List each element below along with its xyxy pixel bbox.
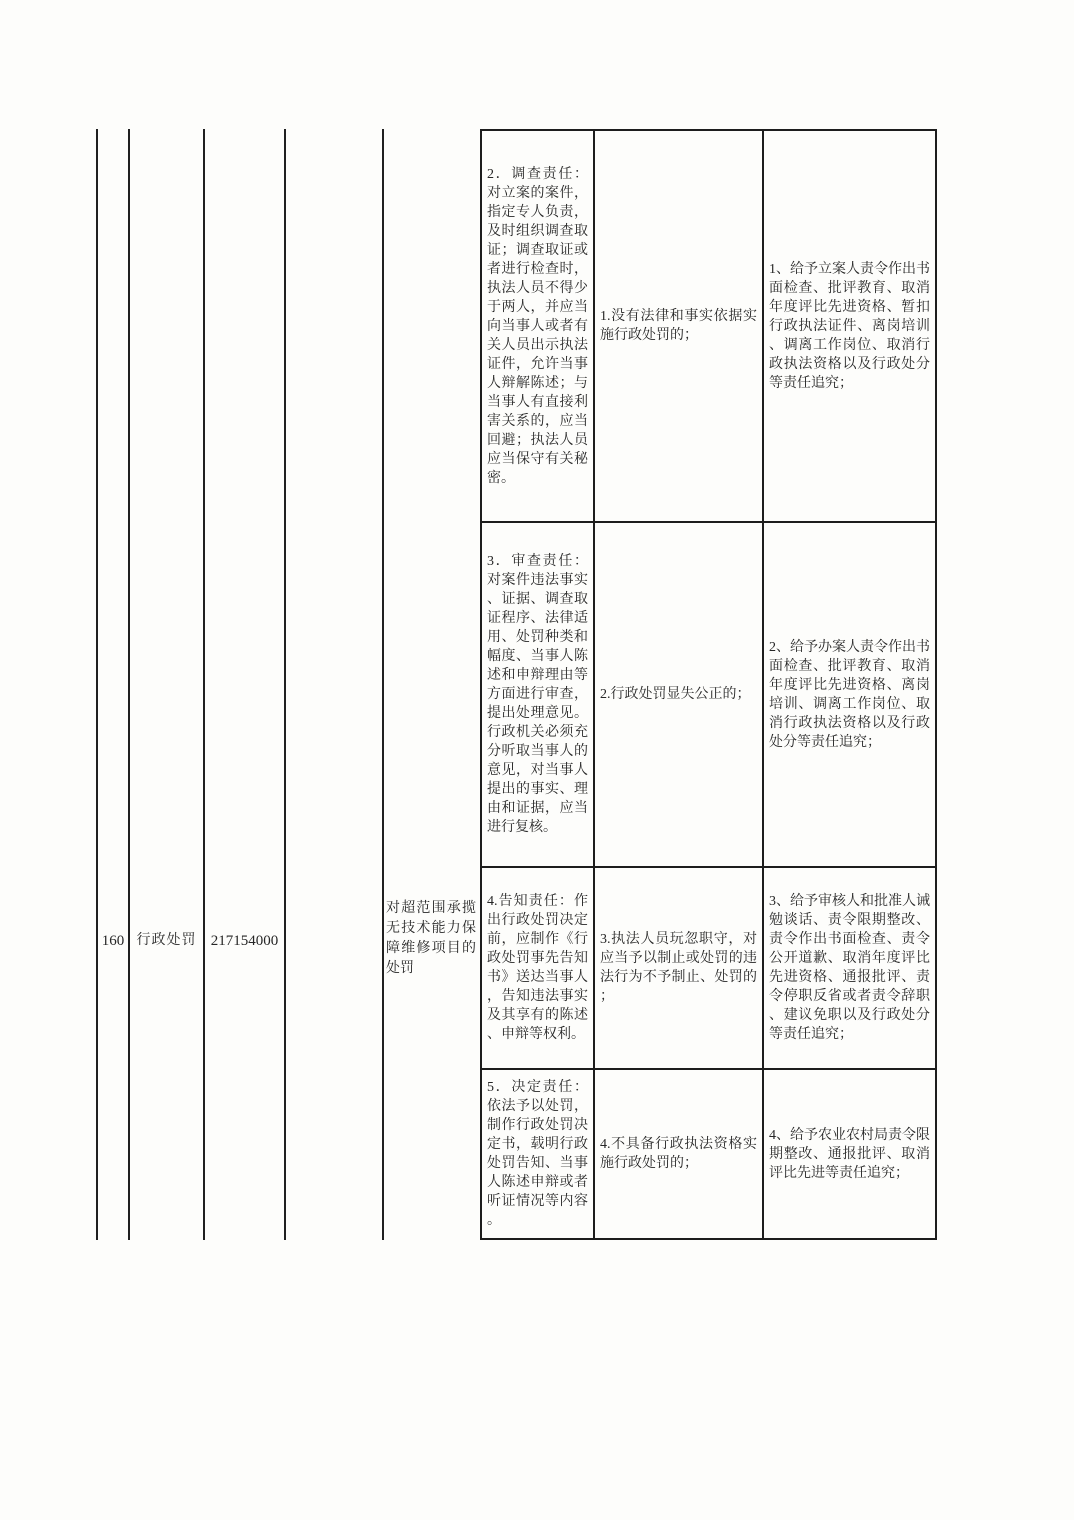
accountability-cell-1: 1、给予立案人责令作出书面检查、批评教育、取消年度评比先进资格、暂扣行政执法证件、离岗培训、调离工作岗位、取消行政执法资格以及行政处分等责任追究；: [764, 131, 935, 523]
accountability-cell-2: 2、给予办案人责令作出书面检查、批评教育、取消年度评比先进资格、离岗培训、调离工作岗位、取消行政执法资格以及行政处分等责任追究；: [764, 523, 935, 868]
violation-cell-4: 4.不具备行政执法资格实施行政处罚的；: [595, 1070, 764, 1238]
power-type-cell: 行政处罚: [136, 933, 197, 948]
violation-cell-3: 3.执法人员玩忽职守，对应当予以制止或处罚的违法行为不予制止、处罚的；: [595, 868, 764, 1070]
power-item-cell: 对超范围承揽无技术能力保障维修项目的处罚: [386, 901, 476, 976]
column-rule: [96, 129, 98, 1240]
column-rule: [284, 129, 286, 1240]
serial-number-cell: 160: [101, 933, 125, 949]
violation-cell-2: 2.行政处罚显失公正的；: [595, 523, 764, 868]
power-code-cell: 217154000: [210, 933, 279, 949]
duty-cell-notification: 4.告知责任：作出行政处罚决定前，应制作《行政处罚事先告知书》送达当事人，告知违法事实及其享有的陈述、申辩等权利。: [482, 868, 595, 1070]
duty-cell-investigation: 2．调查责任：对立案的案件，指定专人负责，及时组织调查取证；调查取证或者进行检查时，执法人员不得少于两人，并应当向当事人或者有关人员出示执法证件，允许当事人辩解陈述；与当事人有直接利害关系的，应当回避；执法人员应当保守有关秘密。: [482, 131, 595, 523]
responsibility-matrix: [480, 129, 937, 1240]
column-rule: [128, 129, 130, 1240]
accountability-cell-4: 4、给予农业农村局责令限期整改、通报批评、取消评比先进等责任追究；: [769, 1127, 930, 1181]
duty-cell-review: 3．审查责任：对案件违法事实、证据、调查取证程序、法律适用、处罚种类和幅度、当事人陈述和申辩理由等方面进行审查，提出处理意见。行政机关必须充分听取当事人的意见，对当事人提出的事实、理由和证据，应当进行复核。: [482, 523, 595, 868]
violation-cell-1: 1.没有法律和事实依据实施行政处罚的；: [595, 131, 764, 523]
duty-cell-decision: 5．决定责任：依法予以处罚，制作行政处罚决定书，载明行政处罚告知、当事人陈述申辩或者听证情况等内容。: [482, 1070, 595, 1238]
column-rule: [382, 129, 384, 1240]
column-rule: [203, 129, 205, 1240]
accountability-cell-3: 3、给予审核人和批准人诫勉谈话、责令限期整改、责令作出书面检查、责令公开道歉、取消年度评比先进资格、通报批评、责令停职反省或者责令辞职、建议免职以及行政处分等责任追究；: [764, 868, 935, 1070]
